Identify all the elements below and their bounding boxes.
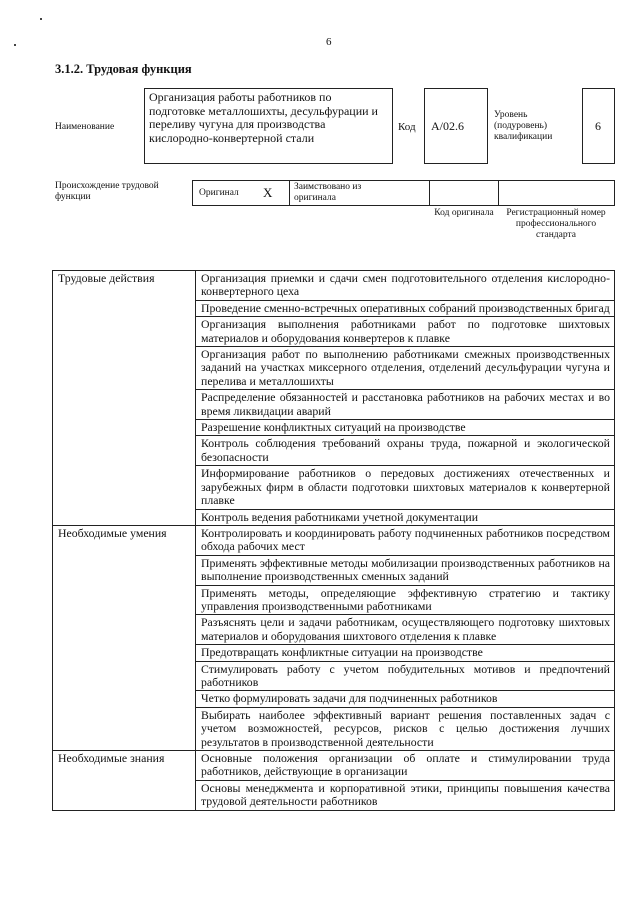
original-label: Оригинал [199, 188, 239, 198]
original-mark: X [263, 185, 273, 200]
borrowed-cell [289, 180, 430, 206]
level-label: Уровень (подуровень) квалификации [494, 110, 553, 142]
requirement-cell: Выбирать наиболее эффективный вариант решения поставленных задач с учетом возможностей, ресурсов, рисков с целью достижения лучших результатов в производственной деятельности [196, 707, 615, 750]
name-label: Наименование [55, 122, 115, 132]
original-code-caption: Код оригинала [434, 208, 494, 218]
requirement-cell: Проведение сменно-встречных оперативных собраний производственных бригад [196, 300, 615, 316]
requirement-cell: Разрешение конфликтных ситуаций на производстве [196, 420, 615, 436]
requirement-cell: Контролировать и координировать работу подчиненных работников посредством обхода рабочих мест [196, 525, 615, 555]
requirement-cell: Применять эффективные методы мобилизации производственных работников на выполнение производственных сменных заданий [196, 555, 615, 585]
scan-mark [40, 18, 42, 20]
original-cell [192, 180, 290, 206]
requirement-cell: Организация выполнения работниками работ по подготовке шихтовых материалов и оборудования конвертеров к плавке [196, 317, 615, 347]
function-name-cell [144, 88, 393, 164]
requirement-cell: Организация работ по выполнению работниками смежных производственных заданий на участках миксерного отделения, отделений десульфурации чугуна и перелива и металлошихты [196, 347, 615, 390]
registration-caption: Регистрационный номер профессионального стандарта [506, 208, 606, 240]
level-cell [582, 88, 615, 164]
labor-function-table [52, 270, 615, 811]
requirement-cell: Контроль ведения работниками учетной документации [196, 509, 615, 525]
function-name: Организация работы работников по подготовке металлошихты, десульфурации и переливу чугуна для производства кислородно-конвертерной стали [149, 90, 378, 145]
section-title: 3.1.2. Трудовая функция [55, 62, 192, 76]
requirement-cell: Разъяснять цели и задачи работникам, осуществляющего подготовку шихтовых материалов и оборудования шихтового отделения к плавке [196, 615, 615, 645]
requirement-cell: Применять методы, определяющие эффективную стратегию и тактику управления производственными работниками [196, 585, 615, 615]
original-code-cell [429, 180, 499, 206]
table-row [53, 751, 615, 781]
code-cell [424, 88, 488, 164]
requirement-cell: Контроль соблюдения требований охраны труда, пожарной и экологической безопасности [196, 436, 615, 466]
code-label: Код [398, 121, 416, 133]
origin-label: Происхождение трудовой функции [55, 181, 159, 202]
requirement-cell: Четко формулировать задачи для подчиненных работников [196, 691, 615, 707]
requirement-cell: Основные положения организации об оплате и стимулировании труда работников, действующие в организации [196, 751, 615, 781]
borrowed-label: Заимствовано из оригинала [294, 182, 362, 203]
requirement-cell: Организация приемки и сдачи смен подготовительного отделения кислородно-конвертерного цеха [196, 271, 615, 301]
category-cell: Необходимые знания [53, 751, 196, 811]
requirement-cell: Предотвращать конфликтные ситуации на производстве [196, 645, 615, 661]
requirement-cell: Стимулировать работу с учетом побудительных мотивов и предпочтений работников [196, 661, 615, 691]
level-value: 6 [595, 119, 601, 133]
requirement-cell: Основы менеджмента и корпоративной этики, принципы повышения качества трудовой деятельности работников [196, 780, 615, 810]
page-number: 6 [326, 36, 332, 48]
registration-number-cell [498, 180, 615, 206]
category-cell: Трудовые действия [53, 271, 196, 526]
requirement-cell: Распределение обязанностей и расстановка работников на рабочих местах и во время ликвидации аварий [196, 390, 615, 420]
scan-mark [14, 44, 16, 46]
code-value: A/02.6 [431, 119, 464, 133]
requirement-cell: Информирование работников о передовых достижениях отечественных и зарубежных фирм в области подготовки шихтовых материалов к конвертерной плавке [196, 466, 615, 509]
table-row [53, 525, 615, 555]
table-row [53, 271, 615, 301]
category-cell: Необходимые умения [53, 525, 196, 750]
